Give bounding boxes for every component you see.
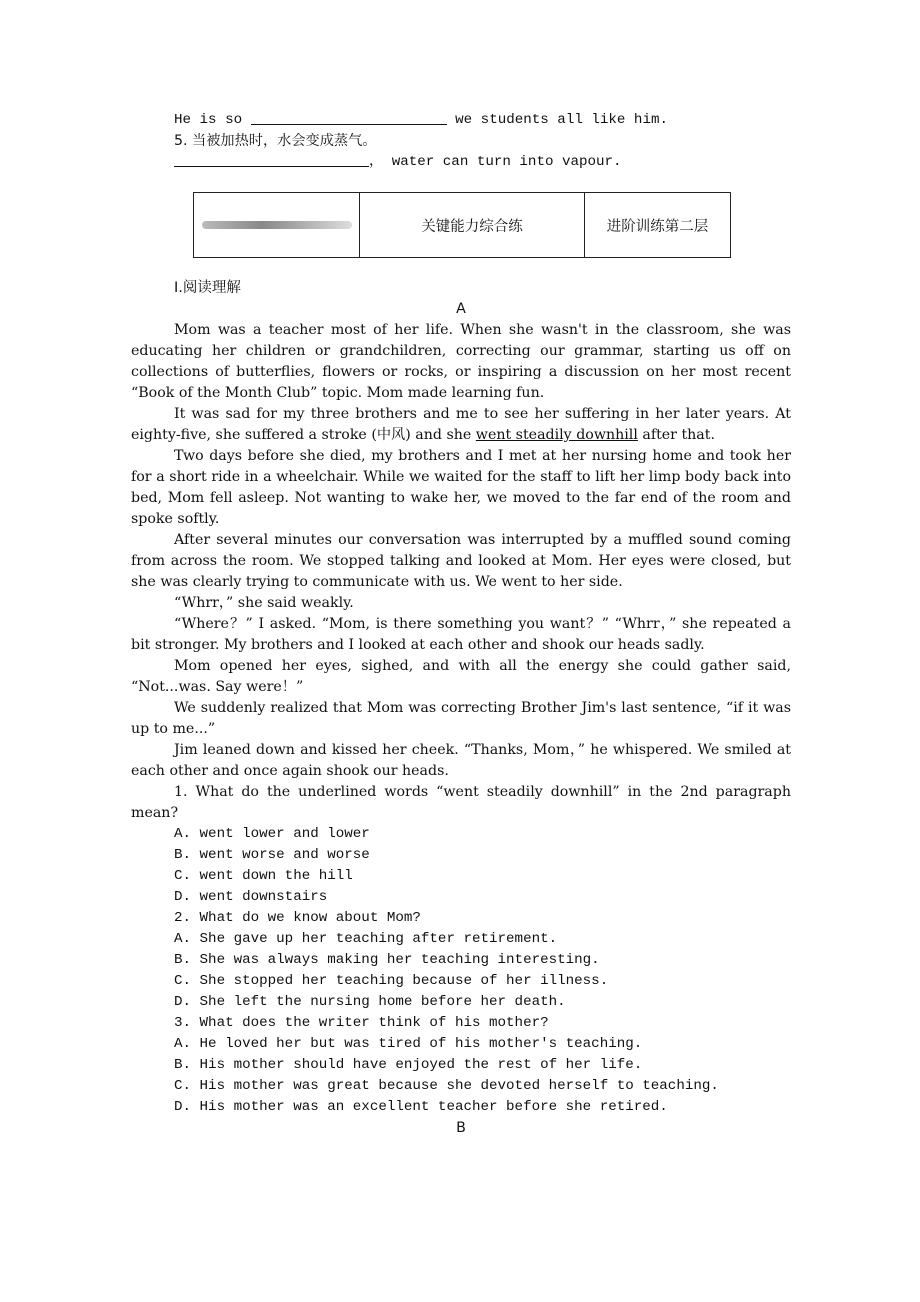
fill-in-line-4 — [131, 110, 791, 131]
question-1-option-b[interactable]: B. went worse and worse — [174, 847, 370, 863]
banner-decoration — [194, 193, 360, 258]
worksheet-page — [131, 110, 791, 1139]
item-5-answer-line — [131, 152, 791, 173]
passage-a — [131, 320, 791, 782]
item-5-after: ， water can turn into vapour. — [369, 154, 622, 170]
question-1-stem: 1. What do the underlined words “went steadily downhill” in the 2nd paragraph mean? — [131, 784, 791, 821]
paragraph-4: After several minutes our conversation was interrupted by a muffled sound coming from across the room. We stopped talking and looked at Mom. Her eyes were closed, but she was clearly trying to communicate with us. We went to her side. — [131, 532, 791, 590]
section-banner — [193, 192, 731, 258]
question-3-option-b[interactable]: B. His mother should have enjoyed the rest of her life. — [174, 1057, 643, 1073]
question-2-stem: 2. What do we know about Mom? — [174, 910, 421, 926]
underlined-phrase: went steadily downhill — [475, 427, 638, 443]
question-3-option-d[interactable]: D. His mother was an excellent teacher before she retired. — [174, 1099, 668, 1115]
question-2-option-d[interactable]: D. She left the nursing home before her death. — [174, 994, 566, 1010]
answer-blank[interactable] — [174, 152, 369, 167]
banner-gauge-icon — [202, 221, 352, 229]
fill-in-4-before: He is so — [174, 112, 251, 128]
answer-blank[interactable] — [251, 110, 447, 125]
paragraph-2-before: It was sad for my three brothers and me to see her suffering in her later years. At eighty-five, she suffered a stroke (中风) and she — [131, 406, 791, 443]
paragraph-2-after: after that. — [637, 427, 715, 443]
paragraph-2 — [131, 404, 791, 446]
question-1-option-a[interactable]: A. went lower and lower — [174, 826, 370, 842]
passage-b-label: B — [456, 1120, 466, 1136]
fill-in-4-after: we students all like him. — [446, 112, 668, 128]
paragraph-9: Jim leaned down and kissed her cheek. “Thanks, Mom，” he whispered. We smiled at each other and once again shook our heads. — [131, 742, 791, 779]
paragraph-8: We suddenly realized that Mom was correcting Brother Jim's last sentence, “if it was up to me...” — [131, 700, 791, 737]
paragraph-7: Mom opened her eyes, sighed, and with all the energy she could gather said, “Not...was. Say were！” — [131, 658, 791, 695]
question-1-option-d[interactable]: D. went downstairs — [174, 889, 328, 905]
passage-a-label: A — [456, 301, 466, 317]
questions — [131, 782, 791, 1118]
banner-right-label: 进阶训练第二层 — [585, 193, 731, 258]
section-heading: Ⅰ.阅读理解 — [174, 280, 241, 296]
question-3-stem: 3. What does the writer think of his mother? — [174, 1015, 549, 1031]
item-5-prompt: 5. 当被加热时，水会变成蒸气。 — [174, 133, 377, 149]
banner-left-label: 关键能力综合练 — [360, 193, 585, 258]
question-3-option-a[interactable]: A. He loved her but was tired of his mother's teaching. — [174, 1036, 643, 1052]
question-1-option-c[interactable]: C. went down the hill — [174, 868, 353, 884]
question-2-option-c[interactable]: C. She stopped her teaching because of her illness. — [174, 973, 609, 989]
paragraph-3: Two days before she died, my brothers and I met at her nursing home and took her for a short ride in a wheelchair. While we waited for the staff to lift her limp body back into bed, Mom fell asleep. Not wanting to wake her, we moved to the far end of the room and spoke softly. — [131, 448, 791, 527]
question-2-option-b[interactable]: B. She was always making her teaching interesting. — [174, 952, 600, 968]
paragraph-5: “Whrr，” she said weakly. — [174, 595, 354, 611]
question-3-option-c[interactable]: C. His mother was great because she devoted herself to teaching. — [174, 1078, 719, 1094]
paragraph-1: Mom was a teacher most of her life. When she wasn't in the classroom, she was educating her children or grandchildren, correcting our grammar, starting us off on collections of butterflies, flowers or rocks, or inspiring a discussion on her most recent “Book of the Month Club” topic. Mom made learning fun. — [131, 322, 791, 401]
question-2-option-a[interactable]: A. She gave up her teaching after retirement. — [174, 931, 558, 947]
question-1 — [131, 782, 791, 824]
paragraph-6: “Where？” I asked. “Mom, is there something you want？” “Whrr，” she repeated a bit stronger. My brothers and I looked at each other and shook our heads sadly. — [131, 616, 791, 653]
